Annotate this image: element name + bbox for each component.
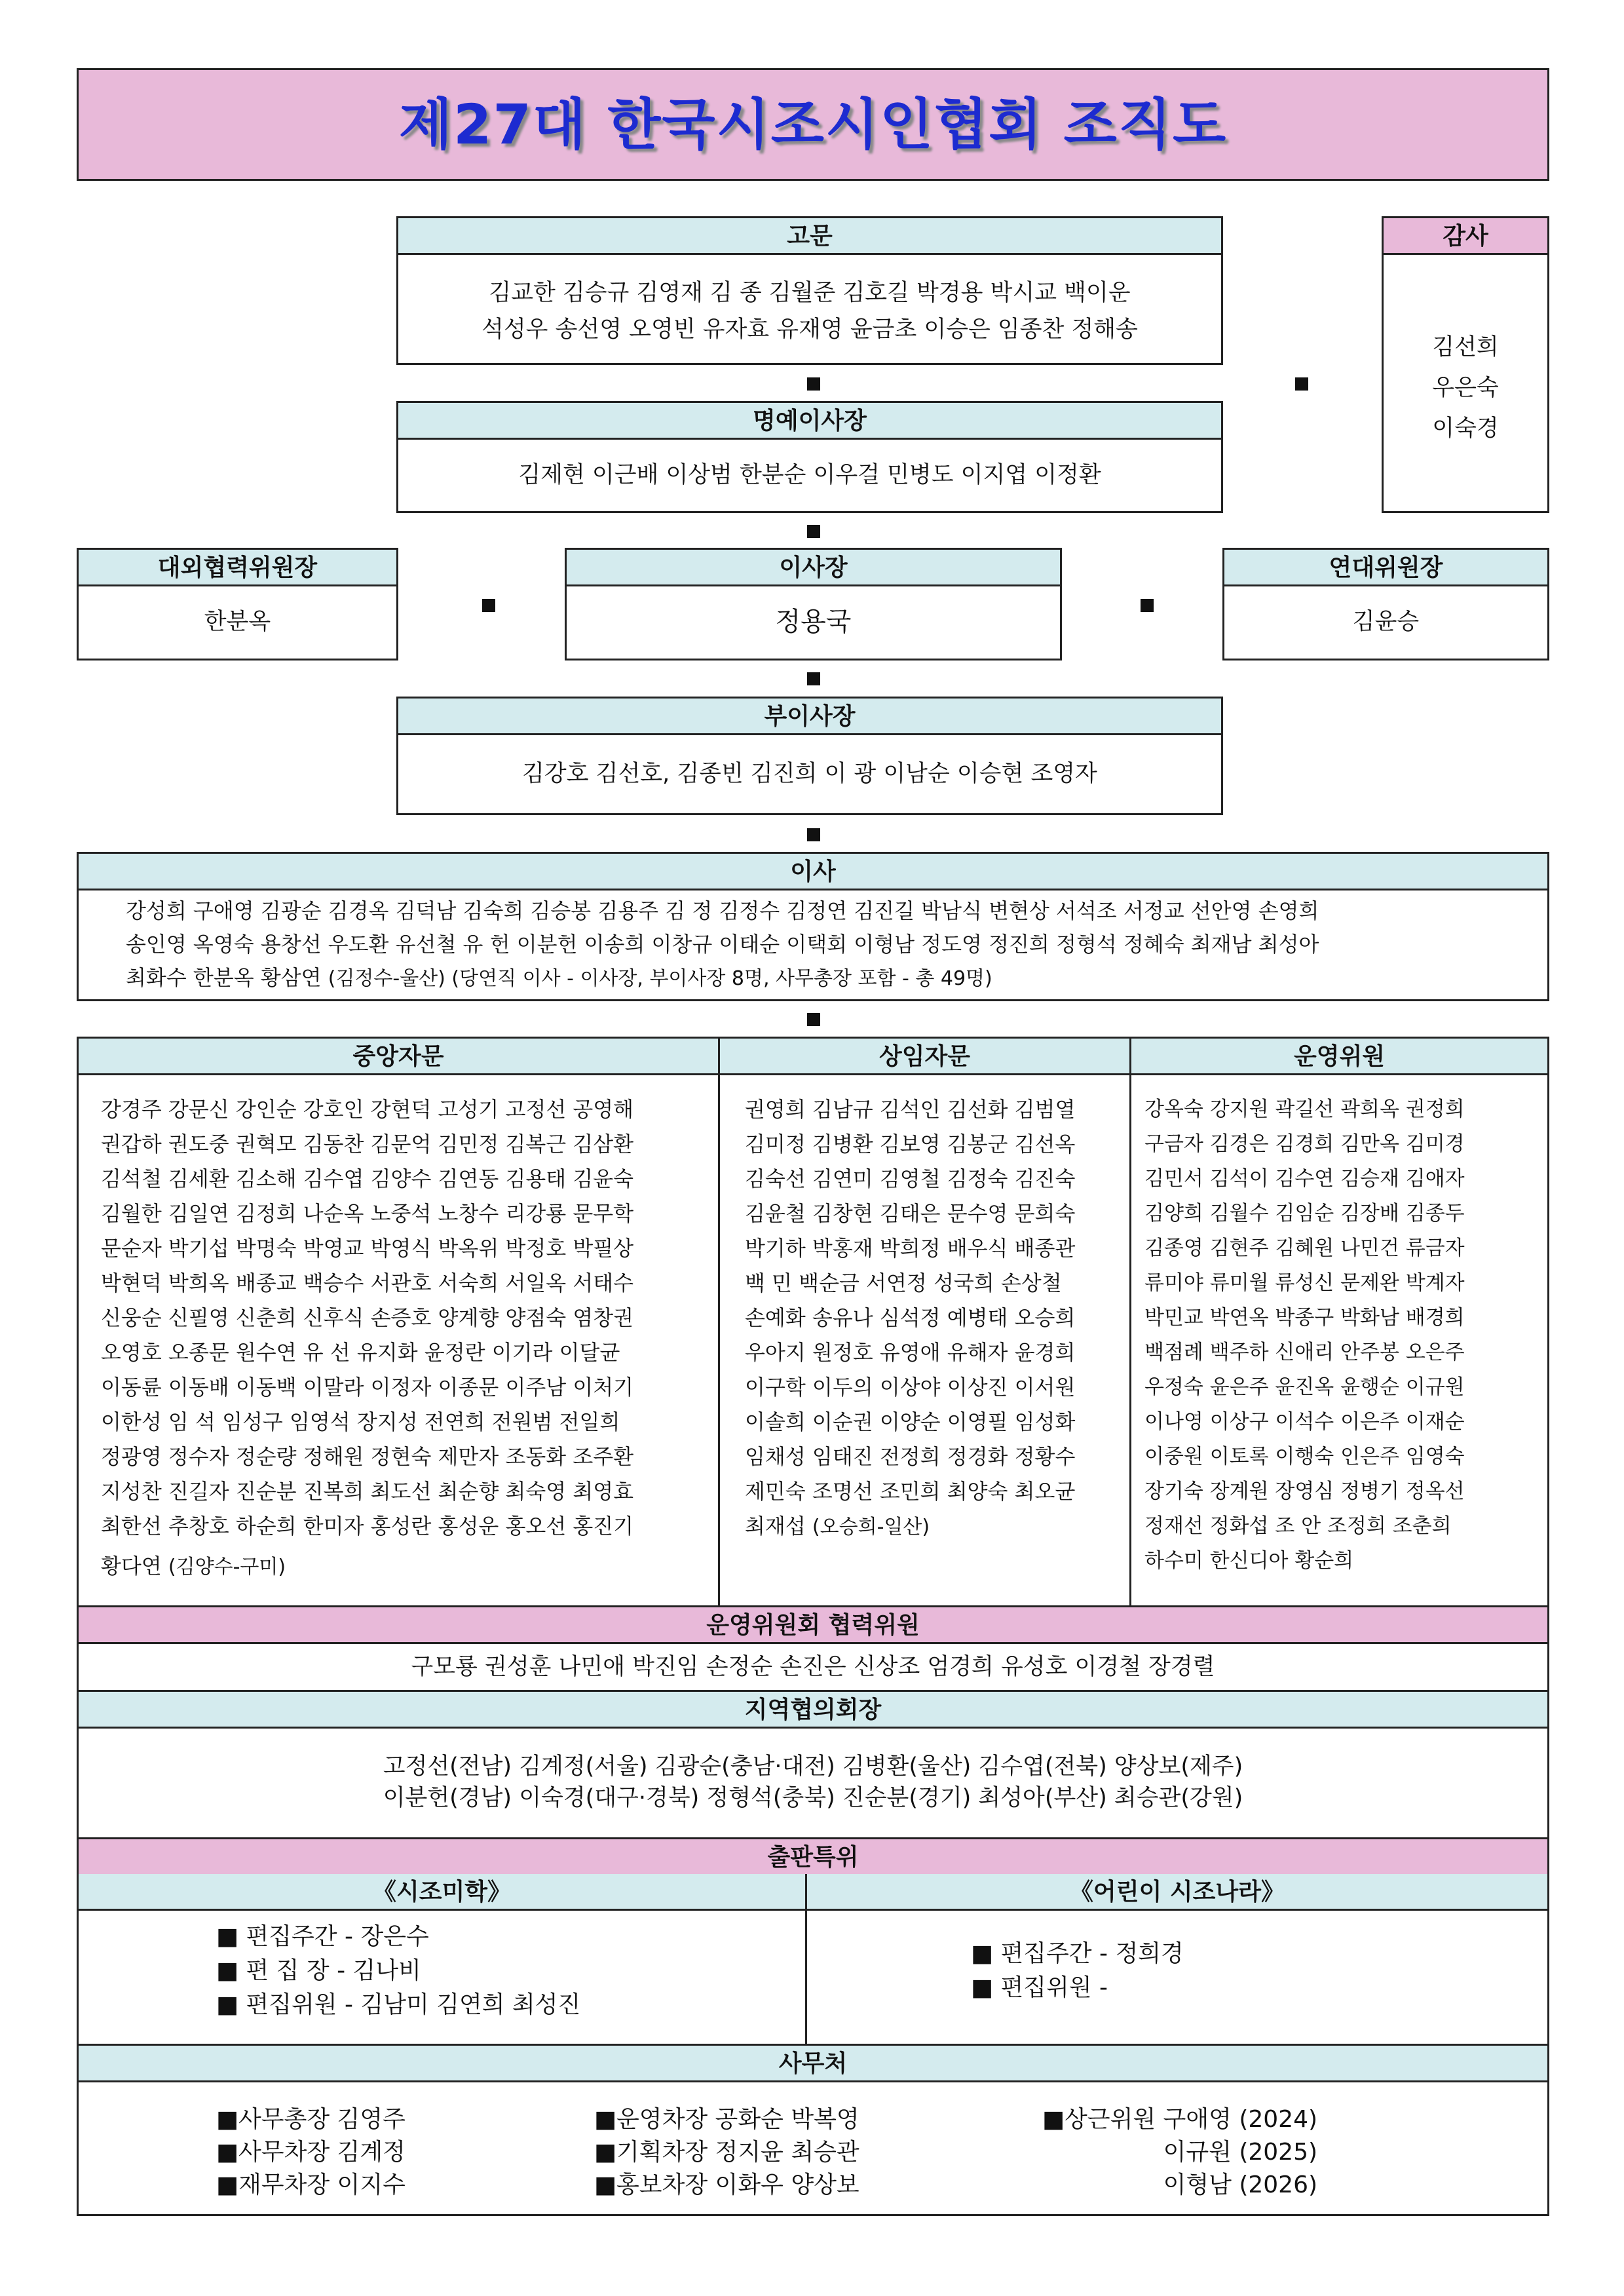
standing-line: 우아지 원정호 유영애 유해자 윤경희 (745, 1340, 1076, 1365)
central-line: 오영호 오종문 원수연 유 선 유지화 윤정란 이기라 이달균 (101, 1340, 620, 1365)
connector-square (482, 599, 495, 612)
standing-line: 권영희 김남규 김석인 김선화 김범열 (745, 1097, 1076, 1122)
office-item: ■재무차장 이지수 (216, 2172, 406, 2198)
regional-header: 지역협의회장 (79, 1692, 1547, 1729)
kids-journal-item: ■ 편집주간 - 정희경 (971, 1940, 1184, 1967)
operating-column (1131, 1039, 1547, 1605)
office-item: ■사무총장 김영주 (216, 2106, 406, 2133)
kids-journal-item: ■ 편집위원 - (971, 1974, 1108, 2001)
sijo-journal-item: ■ 편집주간 - 장은수 (216, 1923, 429, 1950)
central-line: 이동륜 이동배 이동백 이말라 이정자 이종문 이주남 이처기 (101, 1375, 634, 1400)
directors-line-2: 송인영 옥영숙 용창선 우도환 유선철 유 헌 이분헌 이송희 이창규 이태순 이택회 이형남 정도영 정진희 정형석 정혜숙 최재남 최성아 (126, 932, 1319, 957)
standing-line: 김윤철 김창현 김태은 문수영 문희숙 (745, 1201, 1076, 1226)
connector-square (807, 1013, 820, 1026)
office-item: 이규원 (2025) (1163, 2139, 1318, 2166)
standing-header: 상임자문 (720, 1039, 1129, 1075)
operating-line: 박민교 박연옥 박종구 박화남 배경희 (1144, 1306, 1465, 1330)
sijo-journal-item: ■ 편 집 장 - 김나비 (216, 1957, 421, 1984)
auditor-name: 김선희 (1432, 334, 1499, 360)
sijo-journal-header: 《시조미학》 (79, 1874, 805, 1911)
central-line: 최한선 추창호 하순희 한미자 홍성란 홍성운 홍오선 홍진기 (101, 1514, 634, 1539)
chairman-name: 정용국 (775, 607, 852, 637)
operating-line: 우정숙 윤은주 윤진옥 윤행순 이규원 (1144, 1375, 1465, 1399)
auditor-name: 이숙경 (1432, 415, 1499, 442)
office-item: ■홍보차장 이화우 양상보 (594, 2172, 859, 2198)
sijo-journal-item: ■ 편집위원 - 김남미 김연희 최성진 (216, 1991, 581, 2018)
office-item: ■사무차장 김계정 (216, 2139, 406, 2166)
central-line: 정광영 정수자 정순량 정해원 정현숙 제만자 조동화 조주환 (101, 1444, 634, 1469)
external-header: 대외협력위원장 (79, 550, 396, 586)
central-line: 문순자 박기섭 박명숙 박영교 박영식 박옥위 박정호 박필상 (101, 1236, 634, 1261)
advisory-box (77, 1037, 1549, 1607)
auditor-box (1382, 216, 1549, 513)
standing-column (720, 1039, 1131, 1605)
central-line: 지성찬 진길자 진순분 진복희 최도선 최순향 최숙영 최영효 (101, 1479, 634, 1504)
chairman-box (565, 548, 1062, 660)
operating-line: 백점례 백주하 신애리 안주봉 오은주 (1144, 1341, 1465, 1364)
vice-box (396, 697, 1223, 815)
operating-line: 김양희 김월수 김임순 김장배 김종두 (1144, 1202, 1465, 1225)
central-note: (김양수-구미) (168, 1556, 286, 1578)
operating-line: 강옥숙 강지원 곽길선 곽희옥 권정희 (1144, 1098, 1465, 1121)
office-item: ■상근위원 구애영 (2024) (1042, 2106, 1318, 2133)
directors-line-1: 강성희 구애영 김광순 김경옥 김덕남 김숙희 김승봉 김용주 김 정 김정수 김정연 김진길 박남식 변현상 서석조 서정교 선안영 손영희 (126, 898, 1319, 923)
directors-line-3: 최화수 한분옥 황삼연 (126, 965, 322, 990)
directors-note: (김정수-울산) (당연직 이사 - 이사장, 부이사장 8명, 사무총장 포함 - 총 49명) (328, 967, 992, 990)
operating-line: 류미야 류미월 류성신 문제완 박계자 (1144, 1271, 1465, 1295)
operating-line: 구금자 김경은 김경희 김만옥 김미경 (1144, 1132, 1465, 1156)
operating-line: 정재선 정화섭 조 안 조정희 조춘희 (1144, 1514, 1452, 1538)
operating-line: 이나영 이상구 이석수 이은주 이재순 (1144, 1410, 1465, 1434)
honorary-names: 김제현 이근배 이상범 한분순 이우걸 민병도 이지엽 이정환 (518, 462, 1101, 488)
auditor-name: 우은숙 (1432, 375, 1499, 401)
standing-line: 제민숙 조명선 조민희 최양숙 최오균 (745, 1479, 1076, 1504)
cooperation-box (77, 1605, 1549, 1692)
connector-square (807, 525, 820, 538)
advisors-header: 고문 (398, 218, 1221, 255)
connector-square (1141, 599, 1154, 612)
central-column (79, 1039, 720, 1605)
standing-line: 손예화 송유나 심석정 예병태 오승희 (745, 1305, 1076, 1330)
honorary-header: 명예이사장 (398, 403, 1221, 440)
vice-header: 부이사장 (398, 698, 1221, 735)
standing-line: 임채성 임태진 전정희 정경화 정황수 (745, 1444, 1076, 1469)
connector-square (807, 828, 820, 841)
publishing-header: 출판특위 (79, 1839, 1547, 1876)
central-line: 신웅순 신필영 신춘희 신후식 손증호 양계향 양점숙 염창권 (101, 1305, 634, 1330)
advisors-box (396, 216, 1223, 365)
central-line: 강경주 강문신 강인순 강호인 강현덕 고성기 고정선 공영해 (101, 1097, 634, 1122)
advisors-line-2: 석성우 송선영 오영빈 유자효 유재영 윤금초 이승은 임종찬 정해송 (482, 316, 1138, 343)
vice-names: 김강호 김선호, 김종빈 김진희 이 광 이남순 이승현 조영자 (522, 761, 1097, 787)
office-item: ■운영차장 공화순 박복영 (594, 2106, 859, 2133)
honorary-box (396, 401, 1223, 513)
central-line: 김석철 김세환 김소해 김수엽 김양수 김연동 김용태 김윤숙 (101, 1166, 634, 1191)
solidarity-box (1222, 548, 1549, 660)
regional-line-1: 고정선(전남) 김계정(서울) 김광순(충남·대전) 김병환(울산) 김수엽(전북) 양상보(제주) (383, 1753, 1243, 1780)
publishing-box (77, 1837, 1549, 2046)
auditor-header: 감사 (1384, 218, 1547, 255)
operating-line: 김민서 김석이 김수연 김승재 김애자 (1144, 1167, 1465, 1191)
office-box (77, 2044, 1549, 2216)
cooperation-names: 구모룡 권성훈 나민애 박진임 손정순 손진은 신상조 엄경희 유성호 이경철 장경렬 (411, 1654, 1215, 1680)
office-header: 사무처 (79, 2046, 1547, 2082)
central-line: 권갑하 권도중 권혁모 김동찬 김문억 김민정 김복근 김삼환 (101, 1132, 634, 1157)
operating-header: 운영위원 (1131, 1039, 1547, 1075)
central-line: 김월한 김일연 김정희 나순옥 노중석 노창수 리강룡 문무학 (101, 1201, 634, 1226)
connector-square (807, 672, 820, 685)
central-last-name: 황다연 (101, 1554, 162, 1578)
regional-box (77, 1690, 1549, 1839)
directors-header: 이사 (79, 854, 1547, 890)
office-item: 이형남 (2026) (1163, 2172, 1318, 2198)
standing-line: 김미정 김병환 김보영 김봉군 김선옥 (745, 1132, 1076, 1157)
standing-line: 김숙선 김연미 김영철 김정숙 김진숙 (745, 1166, 1076, 1191)
central-line: 이한성 임 석 임성구 임영석 장지성 전연희 전원범 전일희 (101, 1409, 620, 1434)
connector-square (807, 377, 820, 391)
advisors-line-1: 김교한 김승규 김영재 김 종 김월준 김호길 박경용 박시교 백이운 (489, 280, 1131, 306)
cooperation-header: 운영위원회 협력위원 (79, 1607, 1547, 1644)
standing-line: 박기하 박홍재 박희정 배우식 배종관 (745, 1236, 1076, 1261)
operating-line: 장기숙 장계원 장영심 정병기 정옥선 (1144, 1480, 1465, 1503)
standing-line: 이솔희 이순권 이양순 이영필 임성화 (745, 1409, 1076, 1434)
standing-last-name: 최재섭 (745, 1514, 806, 1539)
operating-line: 하수미 한신디아 황순희 (1144, 1549, 1354, 1573)
connector-square (1295, 377, 1308, 391)
kids-journal-header: 《어린이 시조나라》 (807, 1874, 1547, 1911)
standing-note: (오승희-일산) (812, 1516, 930, 1539)
external-box (77, 548, 398, 660)
standing-line: 백 민 백순금 서연정 성국희 손상철 (745, 1271, 1062, 1295)
operating-line: 김종영 김현주 김혜원 나민건 류금자 (1144, 1236, 1465, 1260)
external-name: 한분옥 (204, 609, 271, 635)
solidarity-name: 김윤승 (1352, 609, 1420, 635)
central-header: 중앙자문 (79, 1039, 718, 1075)
standing-line: 이구학 이두의 이상야 이상진 이서원 (745, 1375, 1076, 1400)
central-line: 박현덕 박희옥 배종교 백승수 서관호 서숙희 서일옥 서태수 (101, 1271, 634, 1295)
regional-line-2: 이분헌(경남) 이숙경(대구·경북) 정형석(충북) 진순분(경기) 최성아(부산) 최승관(강원) (383, 1785, 1243, 1811)
operating-line: 이중원 이토록 이행숙 인은주 임영숙 (1144, 1445, 1465, 1468)
solidarity-header: 연대위원장 (1224, 550, 1547, 586)
page-title: 제27대 한국시조시인협회 조직도 (77, 68, 1549, 181)
directors-box (77, 852, 1549, 1001)
chairman-header: 이사장 (567, 550, 1060, 586)
office-item: ■기획차장 정지윤 최승관 (594, 2139, 859, 2166)
